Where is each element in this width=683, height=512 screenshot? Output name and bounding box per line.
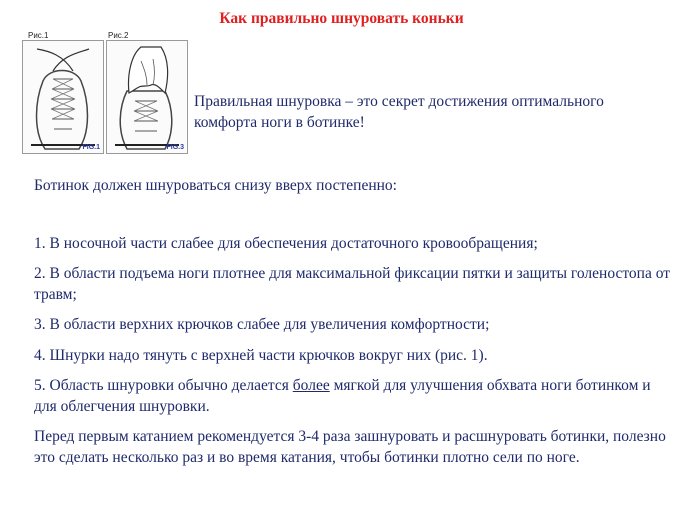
hand-lacing-illustration: [107, 41, 187, 153]
intro-paragraph: Правильная шнуровка – это секрет достижения оптимального комфорта ноги в ботинке!: [194, 93, 604, 131]
list-item-text: 5. Область шнуровки обычно делается: [34, 377, 293, 394]
page-title: Как правильно шнуровать коньки: [219, 10, 464, 27]
list-item: 2. В области подъема ноги плотнее для максимальной фиксации пятки и защиты голеностопа от травм;: [34, 265, 671, 303]
lead-paragraph: Ботинок должен шнуроваться снизу вверх постепенно:: [34, 177, 397, 194]
list-item: 4. Шнурки надо тянуть с верхней части крючков вокруг них (рис. 1).: [34, 347, 488, 364]
closing-paragraph: Перед первым катанием рекомендуется 3-4 раза зашнуровать и расшнуровать ботинки, полезно это сделать несколько раз и во время катания, чтобы ботинки плотно сели по ноге.: [34, 428, 666, 466]
figure-2-hand-pulling-laces: [106, 40, 188, 154]
underlined-word: более: [292, 377, 330, 394]
lacing-figures: [20, 31, 190, 154]
figure-1-caption: Рис.1: [28, 31, 49, 40]
list-item-text: мягкой для улучшения обхвата ноги ботинком и для облегчения шнуровки.: [34, 377, 651, 415]
list-item: [34, 375, 674, 417]
list-item: 1. В носочной части слабее для обеспечения достаточного кровообращения;: [34, 235, 538, 252]
figure-2-caption: Рис.2: [108, 31, 129, 40]
figure-1-tag: FIG.1: [82, 144, 100, 151]
figure-1-skate-lacing: [22, 40, 104, 154]
list-item: 3. В области верхних крючков слабее для увеличения комфортности;: [34, 316, 490, 333]
figure-2-tag: FIG.3: [166, 144, 184, 151]
skate-lacing-illustration: [23, 41, 103, 153]
